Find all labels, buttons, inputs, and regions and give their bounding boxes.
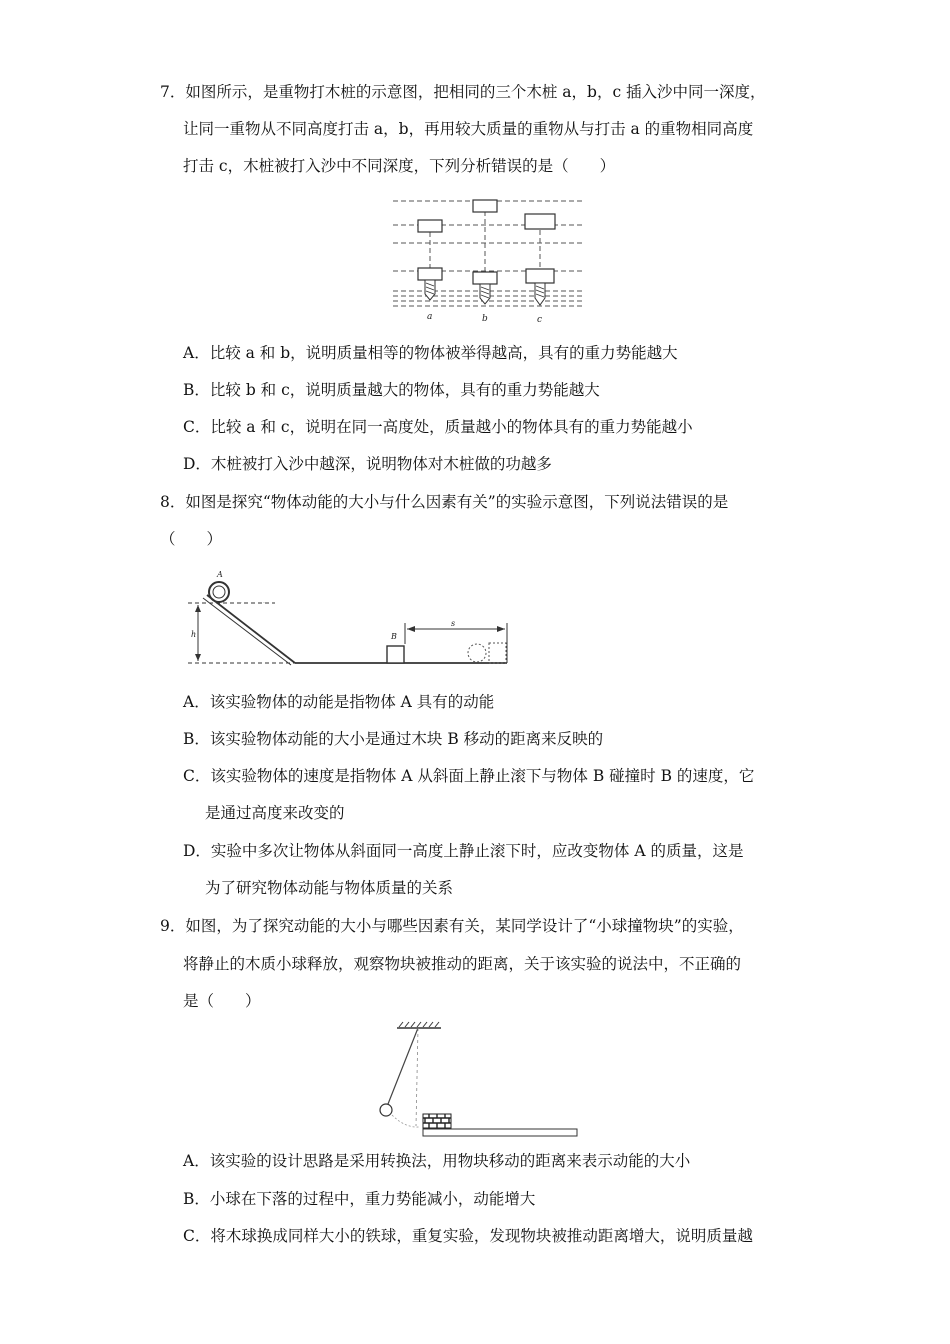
q8-label-h: h: [191, 630, 197, 639]
q7-stem-line-1: 7．如图所示，是重物打木桩的示意图，把相同的三个木桩 a，b，c 插入沙中同一深度，: [160, 83, 766, 101]
q7-pile-driving-figure: [390, 195, 590, 325]
q8-label-B: B: [391, 632, 397, 641]
q7-option-b: B．比较 b 和 c，说明质量越大的物体，具有的重力势能越大: [183, 381, 600, 399]
q7-label-c: c: [537, 315, 543, 325]
q9-stem-line-3: 是（ ）: [183, 992, 261, 1010]
q8-option-a: A．该实验物体的动能是指物体 A 具有的动能: [183, 693, 495, 711]
q9-pendulum-figure: [375, 1018, 585, 1143]
q8-label-A: A: [217, 570, 223, 579]
q8-stem-line-1: 8．如图是探究“物体动能的大小与什么因素有关”的实验示意图，下列说法错误的是: [160, 493, 729, 511]
svg-text:·: ·: [263, 600, 265, 607]
q7-label-b: b: [482, 314, 488, 324]
q9-option-a: A．该实验的设计思路是采用转换法，用物块移动的距离来表示动能的大小: [183, 1152, 691, 1170]
q7-option-a: A．比较 a 和 b，说明质量相等的物体被举得越高，具有的重力势能越大: [183, 344, 678, 362]
q7-stem-line-3: 打击 c，木桩被打入沙中不同深度，下列分析错误的是（ ）: [183, 157, 616, 175]
q8-option-b: B．该实验物体动能的大小是通过木块 B 移动的距离来反映的: [183, 730, 604, 748]
q7-option-c: C．比较 a 和 c，说明在同一高度处，质量越小的物体具有的重力势能越小: [183, 418, 693, 436]
q8-stem-line-2: （ ）: [160, 530, 223, 548]
svg-text:·: ·: [240, 600, 242, 607]
q7-stem-line-2: 让同一重物从不同高度打击 a，b，再用较大质量的重物从与打击 a 的重物相同高度: [183, 120, 754, 138]
q7-label-a: a: [427, 312, 433, 322]
q8-option-c: C．该实验物体的速度是指物体 A 从斜面上静止滚下与物体 B 碰撞时 B 的速度，它: [183, 767, 755, 785]
q8-ramp-figure: [185, 565, 515, 670]
q8-option-d-cont: 为了研究物体动能与物体质量的关系: [205, 879, 454, 897]
q9-option-b: B．小球在下落的过程中，重力势能减小，动能增大: [183, 1190, 536, 1208]
q8-label-s: s: [451, 619, 456, 628]
q9-stem-line-1: 9．如图，为了探究动能的大小与哪些因素有关，某同学设计了“小球撞物块”的实验，: [160, 917, 744, 935]
q8-option-d: D．实验中多次让物体从斜面同一高度上静止滚下时，应改变物体 A 的质量，这是: [183, 842, 744, 860]
q9-option-c: C．将木球换成同样大小的铁球，重复实验，发现物块被推动距离增大，说明质量越: [183, 1227, 753, 1245]
q9-stem-line-2: 将静止的木质小球释放，观察物块被推动的距离，关于该实验的说法中，不正确的: [183, 955, 742, 973]
q7-option-d: D．木桩被打入沙中越深，说明物体对木桩做的功越多: [183, 455, 552, 473]
q8-option-c-cont: 是通过高度来改变的: [205, 804, 345, 822]
